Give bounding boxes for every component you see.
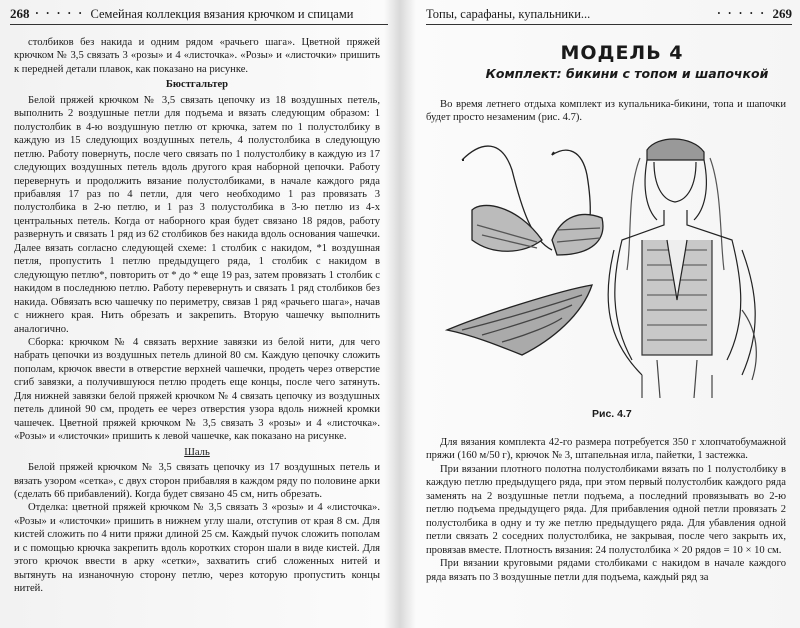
left-running-title: Семейная коллекция вязания крючком и спицами [90,7,354,21]
right-header-dots: • • • • • [717,9,767,18]
left-paragraph: Белой пряжей крючком № 3,5 связать цепочку из 17 воздушных петель и вязать узором «сетка», с двух сторон прибавляя в каждом ряду по половине арки (сделать 66 прибавлений). Когда будет связано 45 см, нить обрезать. [14,462,380,500]
right-page-number: 269 [772,6,792,21]
left-header-rule [10,24,388,25]
intro-text [426,98,786,125]
left-paragraph: Белой пряжей крючком № 3,5 связать цепочку из 18 воздушных петель, выполнить 2 воздушные петли для подъема и вязать следующим образом: 1 полустолбик в 4-ю воздушную петлю от крючка, затем по 1 полустолбику в каждую из 15 следующих воздушных петель, 4 полустолбика в следующую петлю. Работу повернуть, после чего связать по 1 полустолбику в каждую из 17 следующих воздушных петель вдоль другого края наборной цепочки. Работу перевернуть и продолжить вязание полустолбиками, в начале каждого ряда прибавляя 17 раз по 4 петли, для чего необходимо 1 раз провязать 3 полустолбика в 2-ю петлю, и 1 раз 3 полустолбика в 3-ю петлю из 4-х центральных петель. Когда от наборного края будет связано 18 рядов, работу развернуть и связать 1 ряд из 62 столбиков без накида вдоль основания чашечки. Далее вязать согласно следующей схеме: 1 столбик с накидом, *1 воздушная петля, пропустить 1 петлю предыдущего ряда, 1 столбик с накидом в следующую петлю*, повторить от * до * еще 19 раз, затем провязать 1 столбик с накидом в последнюю петлю. Работу перевернуть и связать 1 ряд столбиков без накида. Обвязать всю чашечку по периметру, связав 1 ряд «рачьего шага», начав с нижнего края. Нить обрезать и закрепить. Вторую чашечку выполнить аналогично. [14,94,380,335]
figure-caption: Рис. 4.7 [592,408,632,420]
left-body-text [14,36,380,596]
right-page-number-group [717,6,792,22]
left-header-dots: • • • • • [35,9,85,18]
right-running-head [426,6,792,22]
right-running-title: Топы, сарафаны, купальники... [426,7,591,21]
left-paragraph: столбиков без накида и одним рядом «рачьего шага». Цветной пряжей крючком № 3,5 связать 3 «розы» и 4 «листочка». «Розы» и «листочки» пришить к передней детали плавок, как показано на рисунке. [14,37,380,75]
right-paragraph: Для вязания комплекта 42-го размера потребуется 350 г хлопчатобумажной пряжи (160 м/50 г), крючок № 3, штапельная игла, пайетки, 1 застежка. [426,437,786,462]
right-page [402,0,800,628]
woman-figure-drawing [608,139,756,398]
model-subtitle: Комплект: бикини с топом и шапочкой [485,66,769,81]
left-paragraph: Отделка: цветной пряжей крючком № 3,5 связать 3 «розы» и 4 «листочка». «Розы» и «листочки» пришить в нижнем углу шали, отступив от края 8 см. Для кистей сложить по 4 нити пряжи длиной 25 см. Каждый пучок сложить пополам и с помощью крючка закрепить вдоль коротких сторон шали в виде кистей. Для этого крючок ввести в арку «сетки», захватить сгиб сложенных нитей и вытянуть на изнаночную сторону петлю, через которую пропустить концы нитей. [14,502,380,595]
bikini-bottom-drawing [447,285,592,355]
model-title: МОДЕЛЬ 4 [560,42,684,64]
right-header-rule [426,24,792,25]
right-paragraph: При вязании круговыми рядами столбиками с накидом в начале каждого ряда вязать по 3 воздушные петли для подъема, каждый ряд за [426,558,786,583]
right-paragraph: При вязании плотного полотна полустолбиками вязать по 1 полустолбику в каждую петлю предыдущего ряда, при этом первый полустолбик каждого ряда заменять на 2 воздушные петли подъема, а последний провязывать во 2-ю петлю подъема предыдущего ряда. Для прибавления одной петли провязать 2 полустолбика в одну и ту же петлю предыдущего ряда. Для убавления одной петли связать 2 соседних полустолбика, не закрывая, после чего закрыть их, провязав вместе. Плотность вязания: 24 полустолбика × 20 рядов = 10 × 10 см. [426,463,786,556]
left-paragraph: Сборка: крючком № 4 связать верхние завязки из белой нити, для чего набрать цепочки из воздушных петель длиной 80 см. Каждую цепочку сложить пополам, крючок ввести в отверстие верхней чашечки, продеть через отверстие сгиб завязки, а получившуюся петлю продеть еще концы, после чего затянуть. Для нижней завязки белой пряжей крючком № 4 связать цепочку из воздушных петель длиной 90 см, продеть ее через отверстия узора вдоль нижней кромки чашечек. Цветной пряжей крючком № 3,5 связать 3 «розы» и 4 «листочка». «Розы» и «листочки» пришить к левой чашечке, как показано на рисунке. [14,336,380,443]
left-page-number: 268 [10,6,30,21]
section-heading-bra: Бюстгальтер [165,79,229,91]
left-page [0,0,398,628]
left-running-head [10,6,388,22]
figure-bikini-illustration [442,130,772,400]
bikini-top-drawing [462,146,603,255]
right-body-text [426,436,786,584]
intro-paragraph: Во время летнего отдыха комплект из купальника-бикини, топа и шапочки будет просто незаменим (рис. 4.7). [426,99,786,124]
section-heading-shawl: Шаль [184,446,210,458]
